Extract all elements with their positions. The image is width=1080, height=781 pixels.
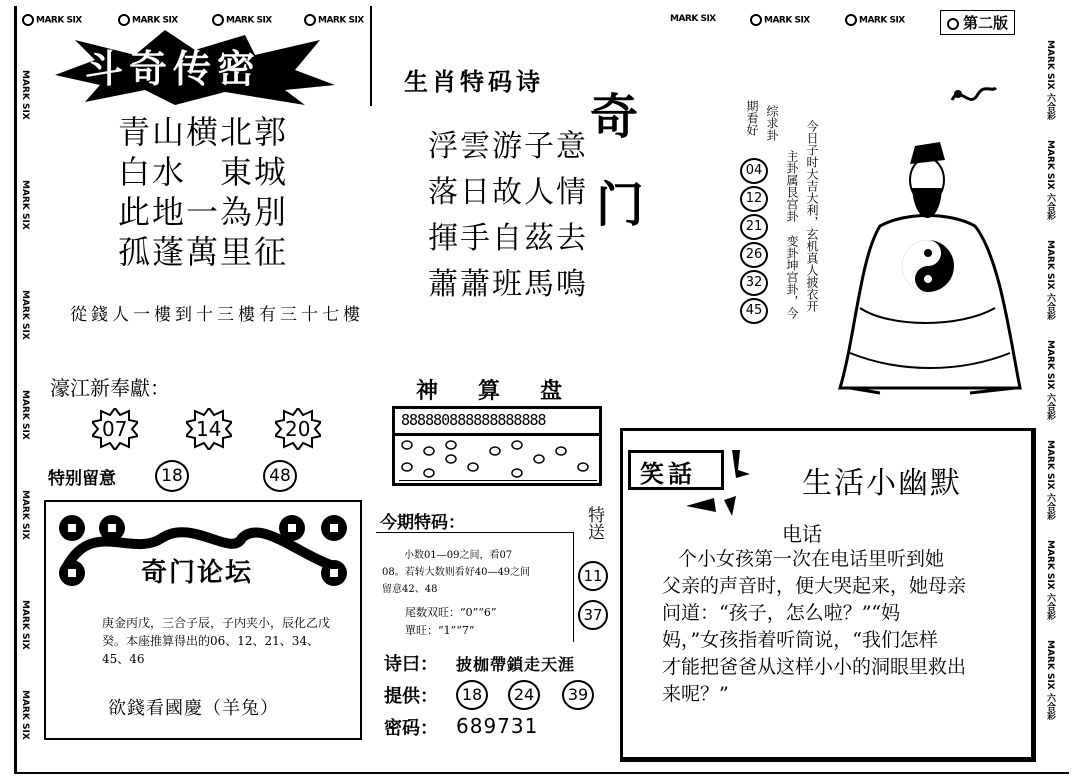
haojiang-number: 14 xyxy=(196,417,222,441)
ti-gong-circle: 39 xyxy=(562,680,594,710)
zodiac-poem-line: 蕭蕭班馬鳴 xyxy=(428,267,588,302)
right-number-circle: 04 xyxy=(740,158,768,184)
sage-illustration xyxy=(820,138,1030,400)
forum-footer: 欲錢看國慶（羊兔） xyxy=(108,698,279,719)
dragon-icon xyxy=(950,82,998,112)
left-poem-line: 青山横北郭 xyxy=(118,113,289,151)
watermark-right-7: MARK SIX 六合彩 xyxy=(1045,640,1055,720)
special-number-circle: 48 xyxy=(263,460,297,492)
current-code-label: 今期特码： xyxy=(380,513,465,533)
abacus-beam xyxy=(395,433,599,436)
current-code-text: 小数01—09之间，看07 xyxy=(404,550,513,561)
forum-box xyxy=(44,500,362,740)
right-number-circle: 26 xyxy=(740,242,768,268)
shi-yue-label: 诗曰： xyxy=(384,654,438,675)
right-vertical-text: 今日子时大吉大利，玄机真人披衣开 xyxy=(805,120,819,312)
watermark-left-2: MARK SIX xyxy=(20,180,30,230)
joke-line: 父亲的声音时，便大哭起来，她母亲 xyxy=(662,575,967,597)
zodiac-poem-line: 揮手自茲去 xyxy=(428,221,588,256)
haojiang-label: 濠江新奉獻： xyxy=(50,376,170,400)
mi-ma-label: 密码： xyxy=(384,718,438,739)
abacus-title: 神算盘 xyxy=(416,379,603,404)
watermark-right-1: MARK SIX 六合彩 xyxy=(1045,40,1055,120)
watermark-top-2: MARK SIX xyxy=(118,14,178,26)
watermark-right-3: MARK SIX 六合彩 xyxy=(1045,240,1055,320)
watermark-left-3: MARK SIX xyxy=(20,290,30,340)
joke-line: 才能把爸爸从这样小小的洞眼里救出 xyxy=(662,656,967,678)
joke-line: 个小女孩第一次在电话里听到她 xyxy=(678,548,945,570)
joke-title: 生活小幽默 xyxy=(802,466,962,501)
joke-line: 问道：“孩子，怎么啦？”“妈 xyxy=(662,602,901,624)
joke-ink-decoration xyxy=(680,448,760,518)
right-number-circle: 21 xyxy=(740,214,768,240)
watermark-top-5: MARK SIX xyxy=(670,14,716,24)
special-label: 特别留意 xyxy=(48,469,116,489)
zodiac-poem xyxy=(428,124,588,308)
watermark-left-5: MARK SIX xyxy=(20,490,30,540)
edition-label: 第二版 xyxy=(940,10,1015,35)
zodiac-poem-line: 浮雲游子意 xyxy=(428,129,588,164)
zodiac-poem-line: 落日故人情 xyxy=(428,175,588,210)
current-code-tail: 尾数双旺：“0”“6” xyxy=(405,606,497,619)
left-poem xyxy=(118,112,288,272)
joke-line: 来呢？” xyxy=(662,683,729,705)
left-poem-line: 孤蓬萬里征 xyxy=(118,233,289,271)
watermark-top-4: MARK SIX xyxy=(304,14,364,26)
ti-gong-circle: 18 xyxy=(456,680,488,710)
watermark-left-1: MARK SIX xyxy=(20,70,30,120)
joke-subtitle: 电话 xyxy=(782,522,822,546)
current-code-circle: 11 xyxy=(578,561,608,591)
haojiang-number: 20 xyxy=(285,417,311,441)
joke-body xyxy=(662,546,967,708)
abacus-frame xyxy=(392,406,602,486)
big-title-2: 门 xyxy=(596,177,645,233)
shi-yue-text: 披枷帶鎖走天涯 xyxy=(456,655,576,674)
left-hint: 從錢人一樓到十三樓有三十七樓 xyxy=(70,305,364,325)
te-song-label: 特送 xyxy=(584,506,604,540)
current-code-circle: 37 xyxy=(578,600,608,630)
forum-body: 庚金丙戊，三合子辰，子内夹小，辰化乙戊癸。本座推算得出的06、12、21、34、45、46 xyxy=(102,616,331,666)
watermark-left-7: MARK SIX xyxy=(20,690,30,740)
current-code-single: 單旺：“1”“7” xyxy=(405,624,475,637)
right-number-circle: 45 xyxy=(740,298,768,324)
watermark-top-7: MARK SIX xyxy=(845,14,905,26)
left-poem-line: 此地一為別 xyxy=(118,193,289,231)
right-number-circle: 12 xyxy=(740,186,768,212)
right-vertical-text: 主卦属艮宫卦 xyxy=(785,150,799,222)
right-number-circle: 32 xyxy=(740,270,768,296)
left-poem-line: 白水 東城 xyxy=(118,153,289,191)
right-vertical-text: 期看好 xyxy=(745,100,759,136)
special-number-circle: 18 xyxy=(155,460,189,492)
right-vertical-text: 综求卦 xyxy=(765,105,779,141)
watermark-top-6: MARK SIX xyxy=(750,14,810,26)
right-vertical-text: 变卦坤宫卦，今 xyxy=(785,235,799,319)
watermark-right-2: MARK SIX 六合彩 xyxy=(1045,140,1055,220)
abacus-beads xyxy=(399,437,597,481)
watermark-right-5: MARK SIX 六合彩 xyxy=(1045,440,1055,520)
watermark-left-4: MARK SIX xyxy=(20,390,30,440)
ti-gong-circle: 24 xyxy=(508,680,540,710)
zodiac-title: 生肖特码诗 xyxy=(404,68,544,96)
heading-art-text: 斗奇传密 xyxy=(85,47,262,91)
abacus-top-row: 888880888888888888 xyxy=(401,411,546,429)
current-code-text: 08。若转大数则看好40—49之间 xyxy=(382,567,531,578)
joke-line: 妈，”女孩指着听筒说，“我们怎样 xyxy=(662,629,938,651)
big-title-1: 奇 xyxy=(590,89,639,145)
joke-badge-text: 笑話 xyxy=(640,460,696,488)
watermark-top-3: MARK SIX xyxy=(212,14,272,26)
watermark-right-6: MARK SIX 六合彩 xyxy=(1045,540,1055,620)
watermark-top-1: MARK SIX xyxy=(22,14,82,26)
forum-title: 奇门论坛 xyxy=(141,558,254,588)
watermark-right-4: MARK SIX 六合彩 xyxy=(1045,340,1055,420)
ti-gong-label: 提供： xyxy=(384,686,438,707)
center-divider xyxy=(370,6,372,106)
mi-ma-value: 689731 xyxy=(456,714,539,738)
haojiang-number: 07 xyxy=(102,417,128,441)
watermark-left-6: MARK SIX xyxy=(20,600,30,650)
current-code-text: 留意42、48 xyxy=(382,584,438,595)
